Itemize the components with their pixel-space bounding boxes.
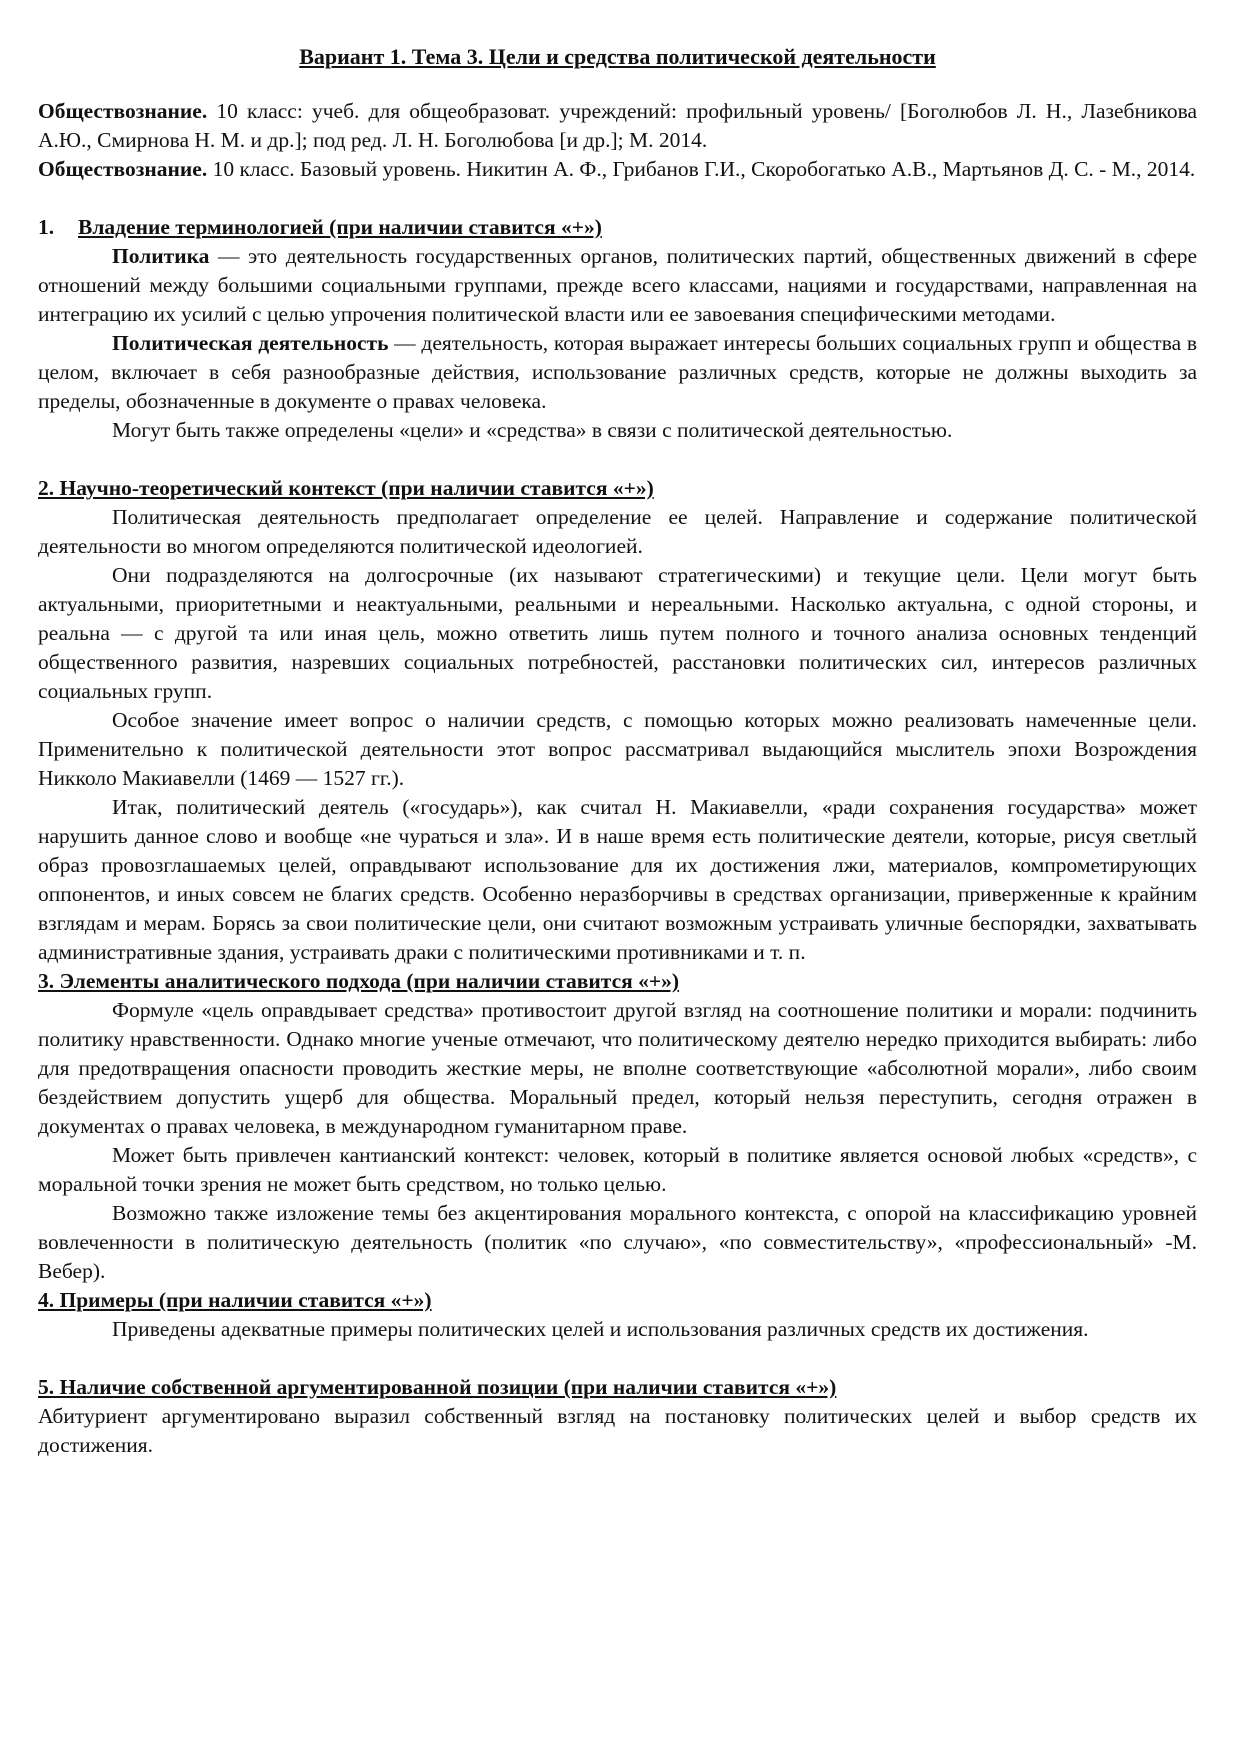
section-1-paragraph-3: Могут быть также определены «цели» и «средства» в связи с политической деятельностью.	[112, 418, 953, 442]
section-1-heading-text: Владение терминологией (при наличии ставится «+»)	[78, 215, 602, 239]
section-1-paragraph-1-text: — это деятельность государственных органов, политических партий, общественных движений в сфере отношений между большими социальными группами, прежде всего классами, нациями и государствами, направленная на интеграцию их усилий с целью упрочения политической власти или ее завоевания специфическими методами.	[38, 244, 1197, 326]
reference-1-text: 10 класс: учеб. для общеобразоват. учреждений: профильный уровень/ [Боголюбов Л. Н., Лазебникова А.Ю., Смирнова Н. М. и др.]; под ред. Л. Н. Боголюбова [и др.]; М. 2014.	[38, 99, 1197, 152]
section-2-paragraph-2: Они подразделяются на долгосрочные (их называют стратегическими) и текущие цели. Цели могут быть актуальными, приоритетными и неактуальными, реальными и нереальными. Насколько актуальна, с одной стороны, и реальна — с другой та или иная цель, можно ответить лишь путем полного и точного анализа основных тенденций общественного развития, назревших социальных потребностей, расстановки политических сил, интересов различных социальных групп.	[38, 563, 1197, 703]
section-1-paragraph-2	[38, 329, 1197, 416]
spacer	[38, 184, 1197, 213]
section-3-paragraph-1: Формуле «цель оправдывает средства» противостоит другой взгляд на соотношение политики и морали: подчинить политику нравственности. Однако многие ученые отмечают, что политическому деятелю нередко приходится выбирать: либо для предотвращения опасности проводить жесткие меры, не вполне соответствующие «абсолютной морали», либо своим бездействием допустить ущерб для общества. Моральный предел, который нельзя переступить, сегодня отражен в документах о правах человека, в международном гуманитарном праве.	[38, 998, 1197, 1138]
section-4-paragraph-1: Приведены адекватные примеры политических целей и использования различных средств их достижения.	[112, 1317, 1089, 1341]
section-3-heading: 3. Элементы аналитического подхода (при наличии ставится «+»)	[38, 969, 680, 993]
reference-2	[38, 155, 1197, 184]
section-5-paragraph-1: Абитуриент аргументировано выразил собственный взгляд на постановку политических целей и выбор средств их достижения.	[38, 1404, 1197, 1457]
section-2-paragraph-4: Итак, политический деятель («государь»), как считал Н. Макиавелли, «ради сохранения государства» может нарушить данное слово и вообще «не чураться и зла». И в наше время есть политические деятели, которые, рисуя светлый образ провозглашаемых целей, оправдывают использование для их достижения лжи, материалов, компрометирующих оппонентов, и иных совсем не благих средств. Особенно неразборчивы в средствах организации, приверженные к крайним взглядам и мерам. Борясь за свои политические цели, они считают возможным устраивать уличные беспорядки, захватывать административные здания, устраивать драки с политическими противниками и т. п.	[38, 795, 1197, 964]
section-1-paragraph-2-text: — деятельность, которая выражает интересы больших социальных групп и общества в целом, включает в себя разнообразные действия, использование различных средств, которые не должны выходить за пределы, обозначенные в документе о правах человека.	[38, 331, 1197, 413]
section-5-heading: 5. Наличие собственной аргументированной позиции (при наличии ставится «+»)	[38, 1375, 837, 1399]
section-3-paragraph-2: Может быть привлечен кантианский контекст: человек, который в политике является основой любых «средств», с моральной точки зрения не может быть средством, но только целью.	[38, 1143, 1197, 1196]
section-1-paragraph-1	[38, 242, 1197, 329]
reference-1-bold: Обществознание.	[38, 99, 208, 123]
section-2-paragraph-1: Политическая деятельность предполагает определение ее целей. Направление и содержание политической деятельности во многом определяются политической идеологией.	[38, 505, 1197, 558]
section-4-heading: 4. Примеры (при наличии ставится «+»)	[38, 1288, 432, 1312]
section-1-heading	[38, 213, 1197, 242]
page-title: Вариант 1. Тема 3. Цели и средства политической деятельности	[299, 44, 936, 69]
term-political-activity: Политическая деятельность	[112, 331, 389, 355]
section-3-paragraph-3: Возможно также изложение темы без акцентирования морального контекста, с опорой на классификацию уровней вовлеченности в политическую деятельность (политик «по случаю», «по совместительству», «профессиональный» -М. Вебер).	[38, 1201, 1197, 1283]
section-1-number: 1.	[38, 215, 55, 239]
term-politics: Политика	[112, 244, 210, 268]
reference-2-text: 10 класс. Базовый уровень. Никитин А. Ф., Грибанов Г.И., Скоробогатько А.В., Мартьянов Д. С. - М., 2014.	[207, 157, 1196, 181]
reference-2-bold: Обществознание.	[38, 157, 208, 181]
reference-1	[38, 97, 1197, 155]
section-2-heading: 2. Научно-теоретический контекст (при наличии ставится «+»)	[38, 476, 654, 500]
spacer	[38, 445, 1197, 474]
spacer	[38, 1344, 1197, 1373]
section-2-paragraph-3: Особое значение имеет вопрос о наличии средств, с помощью которых можно реализовать намеченные цели. Применительно к политической деятельности этот вопрос рассматривал выдающийся мыслитель эпохи Возрождения Никколо Макиавелли (1469 — 1527 гг.).	[38, 708, 1197, 790]
